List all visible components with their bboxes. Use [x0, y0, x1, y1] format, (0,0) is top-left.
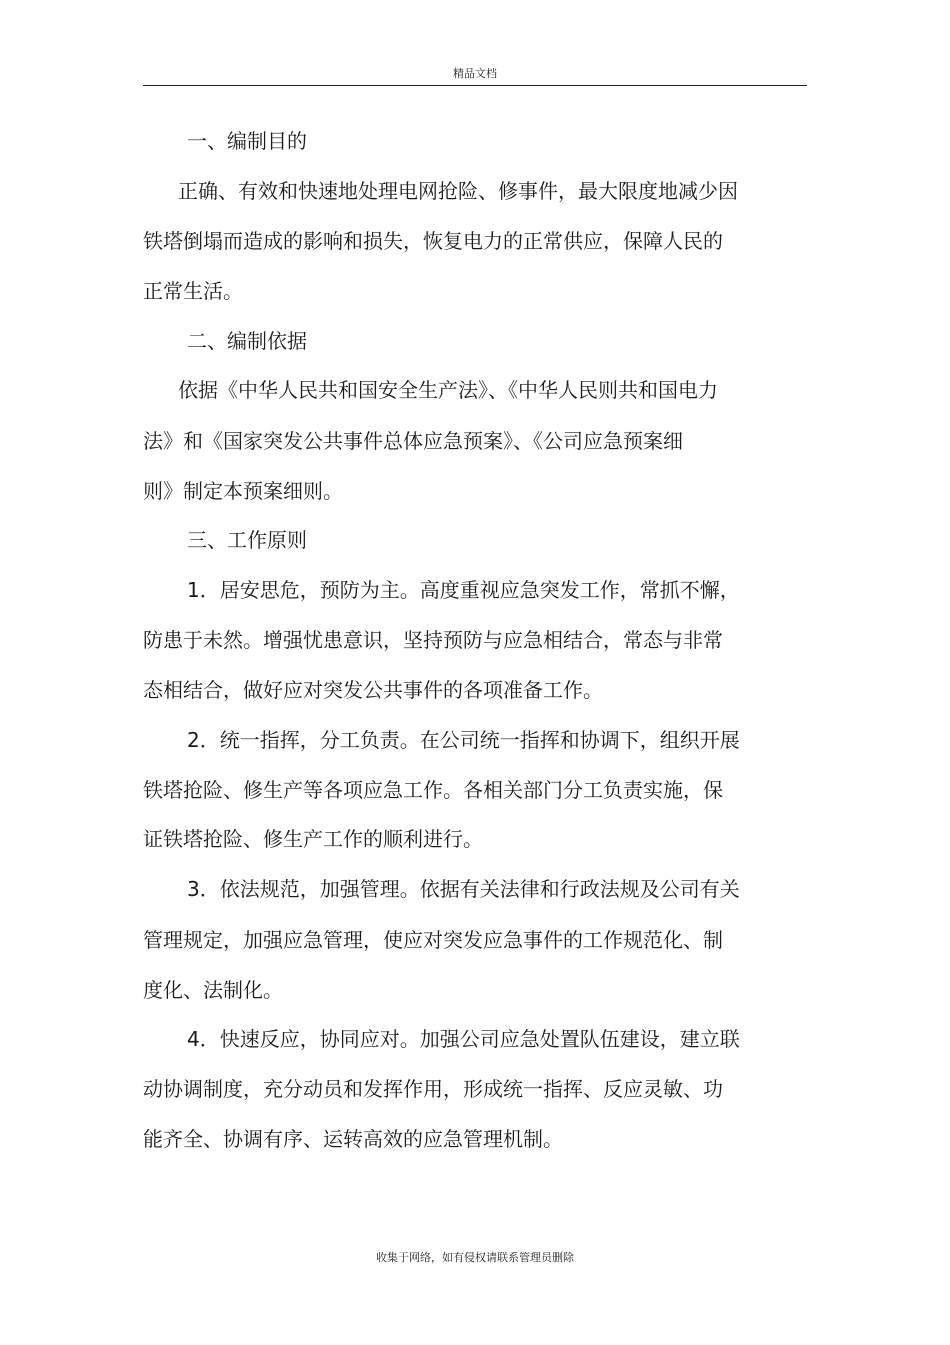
- paragraph-line: 则》制定本预案细则。: [143, 479, 343, 503]
- principle-item-1-line: 防患于未然。增强忧患意识，坚持预防与应急相结合，常态与非常: [143, 628, 723, 652]
- section-heading-1: 一、编制目的: [187, 129, 307, 153]
- principle-item-3-line: 度化、法制化。: [143, 978, 283, 1002]
- page-footer: 收集于网络，如有侵权请联系管理员删除: [376, 1251, 574, 1264]
- principle-item-3-line: 管理规定，加强应急管理，使应对突发应急事件的工作规范化、制: [143, 928, 723, 952]
- paragraph-line: 依据《中华人民共和国安全生产法》、《中华人民则共和国电力: [178, 378, 718, 402]
- principle-item-2-line: 证铁塔抢险、修生产工作的顺利进行。: [143, 827, 483, 851]
- principle-item-4-line: 能齐全、协调有序、运转高效的应急管理机制。: [143, 1127, 563, 1151]
- paragraph-line: 法》和《国家突发公共事件总体应急预案》、《公司应急预案细: [143, 429, 683, 453]
- section-heading-3: 三、工作原则: [187, 528, 307, 552]
- header-text: 精品文档: [453, 67, 497, 80]
- principle-item-1-line: 1．居安思危，预防为主。高度重视应急突发工作，常抓不懈，: [187, 578, 740, 602]
- principle-item-4-line: 动协调制度，充分动员和发挥作用，形成统一指挥、反应灵敏、功: [143, 1077, 723, 1101]
- paragraph-line: 铁塔倒塌而造成的影响和损失，恢复电力的正常供应，保障人民的: [143, 229, 723, 253]
- principle-item-4-line: 4．快速反应，协同应对。加强公司应急处置队伍建设，建立联: [187, 1027, 740, 1051]
- principle-item-2-line: 铁塔抢险、修生产等各项应急工作。各相关部门分工负责实施，保: [143, 778, 723, 802]
- section-heading-2: 二、编制依据: [187, 329, 307, 353]
- header-rule: [143, 85, 807, 86]
- principle-item-3-line: 3．依法规范，加强管理。依据有关法律和行政法规及公司有关: [187, 877, 740, 901]
- principle-item-1-line: 态相结合，做好应对突发公共事件的各项准备工作。: [143, 678, 603, 702]
- paragraph-line: 正确、有效和快速地处理电网抢险、修事件，最大限度地减少因: [178, 179, 738, 203]
- principle-item-2-line: 2．统一指挥，分工负责。在公司统一指挥和协调下，组织开展: [187, 728, 740, 752]
- paragraph-line: 正常生活。: [143, 279, 243, 303]
